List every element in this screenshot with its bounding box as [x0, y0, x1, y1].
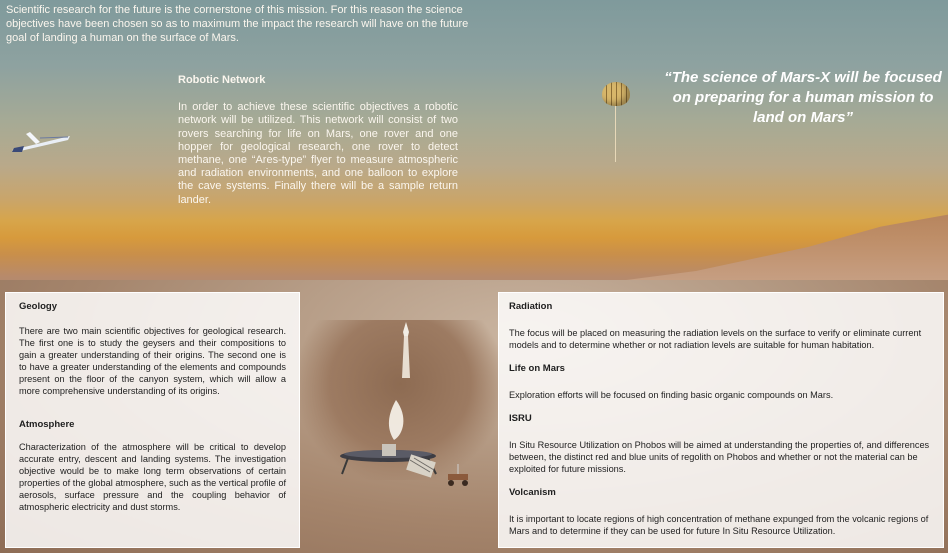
volcanism-title: Volcanism [509, 487, 556, 498]
balloon-tether [615, 106, 616, 162]
atmosphere-title: Atmosphere [19, 419, 75, 430]
geology-body: There are two main scientific objectives for geological research. The first one is to study the geysers and their compositions to gain a greater understanding of their origins. The second one is to have a greater understanding of the elements and compounds present on the floor of the canyon system, which will allow a more comprehensive understanding of its origins. [19, 326, 286, 396]
atmosphere-body: Characterization of the atmosphere will be critical to develop accurate entry, descent and landing systems. The investigation objective would be to make long term observations of certain properties of the global atmosphere, such as the vertical profile of aerosols, surface pressure and the coupling behavior of atmospheric electricity and dust storms. [19, 442, 286, 512]
radiation-title: Radiation [509, 301, 553, 312]
robotic-network-title: Robotic Network [178, 74, 266, 86]
robotic-network-body: In order to achieve these scientific objectives a robotic network will be utilized. This network will consist of two rovers searching for life on Mars, one rover and one hopper for geological research, one rover to detect methane, one “Ares-type” flyer to measure atmospheric and radiation environments, and one balloon to explore the cave systems. Finally there will be a sample return lander. [178, 101, 458, 206]
robotic-network-section [178, 74, 458, 207]
science-objectives-panel [498, 292, 944, 548]
rocket-plume-icon [400, 322, 412, 378]
geology-title: Geology [19, 301, 58, 312]
life-on-mars-title: Life on Mars [509, 363, 565, 374]
volcanism-body: It is important to locate regions of high concentration of methane expunged from the volcanic regions of Mars and to determine if they can be used for future In Situ Resource Utilization. [509, 514, 929, 536]
geology-atmosphere-panel [5, 292, 300, 548]
balloon-icon [602, 82, 630, 106]
rover-icon [444, 462, 472, 488]
flyer-plane-icon [10, 128, 72, 154]
isru-body: In Situ Resource Utilization on Phobos will be aimed at understanding the properties of, and differences between, the distinct red and blue units of regolith on Phobos and whether or not the material can be exploited for future missions. [509, 440, 930, 474]
radiation-body: The focus will be placed on measuring the radiation levels on the surface to verify or eliminate current models and to determine whether or not radiation levels are suitable for human habitation. [509, 328, 922, 350]
life-on-mars-body: Exploration efforts will be focused on finding basic organic compounds on Mars. [509, 390, 834, 400]
mission-quote: “The science of Mars-X will be focused on preparing for a human mission to land on Mars” [664, 69, 942, 126]
lander-icon [338, 400, 448, 482]
intro-text: Scientific research for the future is the cornerstone of this mission. For this reason the science objectives have been chosen so as to maximum the impact the research will have on the future goal of landing a human on the surface of Mars. [6, 4, 469, 44]
isru-title: ISRU [509, 413, 532, 424]
